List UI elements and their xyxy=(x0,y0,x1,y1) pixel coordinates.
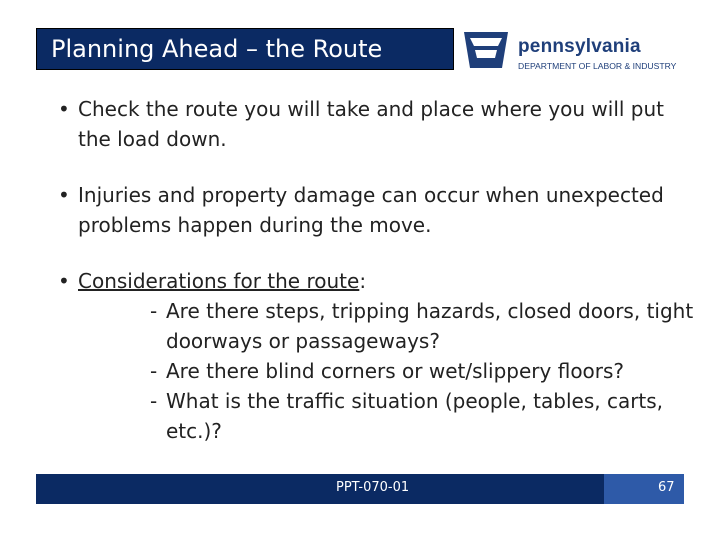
pa-logo xyxy=(458,28,698,74)
consideration-text: Are there blind corners or wet/slippery floors? xyxy=(166,359,625,383)
bullet-item xyxy=(58,94,698,154)
dash-marker: - xyxy=(150,299,158,323)
footer-code: PPT-070-01 xyxy=(336,480,410,495)
bullet-marker: • xyxy=(58,97,70,121)
keystone-icon xyxy=(458,28,514,72)
consideration-item xyxy=(150,296,698,356)
consideration-item xyxy=(150,356,698,386)
considerations-heading: Considerations for the route xyxy=(78,269,360,293)
bullet-text: Check the route you will take and place where you will put the load down. xyxy=(78,97,665,151)
dash-marker: - xyxy=(150,389,158,413)
considerations-bullet xyxy=(58,266,698,446)
consideration-text: What is the traffic situation (people, tables, carts, etc.)? xyxy=(166,389,664,443)
bullet-marker: • xyxy=(58,183,70,207)
bullet-item xyxy=(58,180,698,240)
logo-subtitle: DEPARTMENT OF LABOR & INDUSTRY xyxy=(518,61,677,71)
bullet-text: Injuries and property damage can occur when unexpected problems happen during the move. xyxy=(78,183,664,237)
heading-colon: : xyxy=(359,269,367,293)
consideration-item xyxy=(150,386,698,446)
page-number: 67 xyxy=(658,480,675,495)
slide-body xyxy=(58,94,698,446)
slide-title: Planning Ahead – the Route xyxy=(36,28,454,70)
logo-name: pennsylvania xyxy=(518,36,641,57)
bullet-marker: • xyxy=(58,269,70,293)
consideration-text: Are there steps, tripping hazards, closed doors, tight doorways or passageways? xyxy=(166,299,694,353)
dash-marker: - xyxy=(150,359,158,383)
